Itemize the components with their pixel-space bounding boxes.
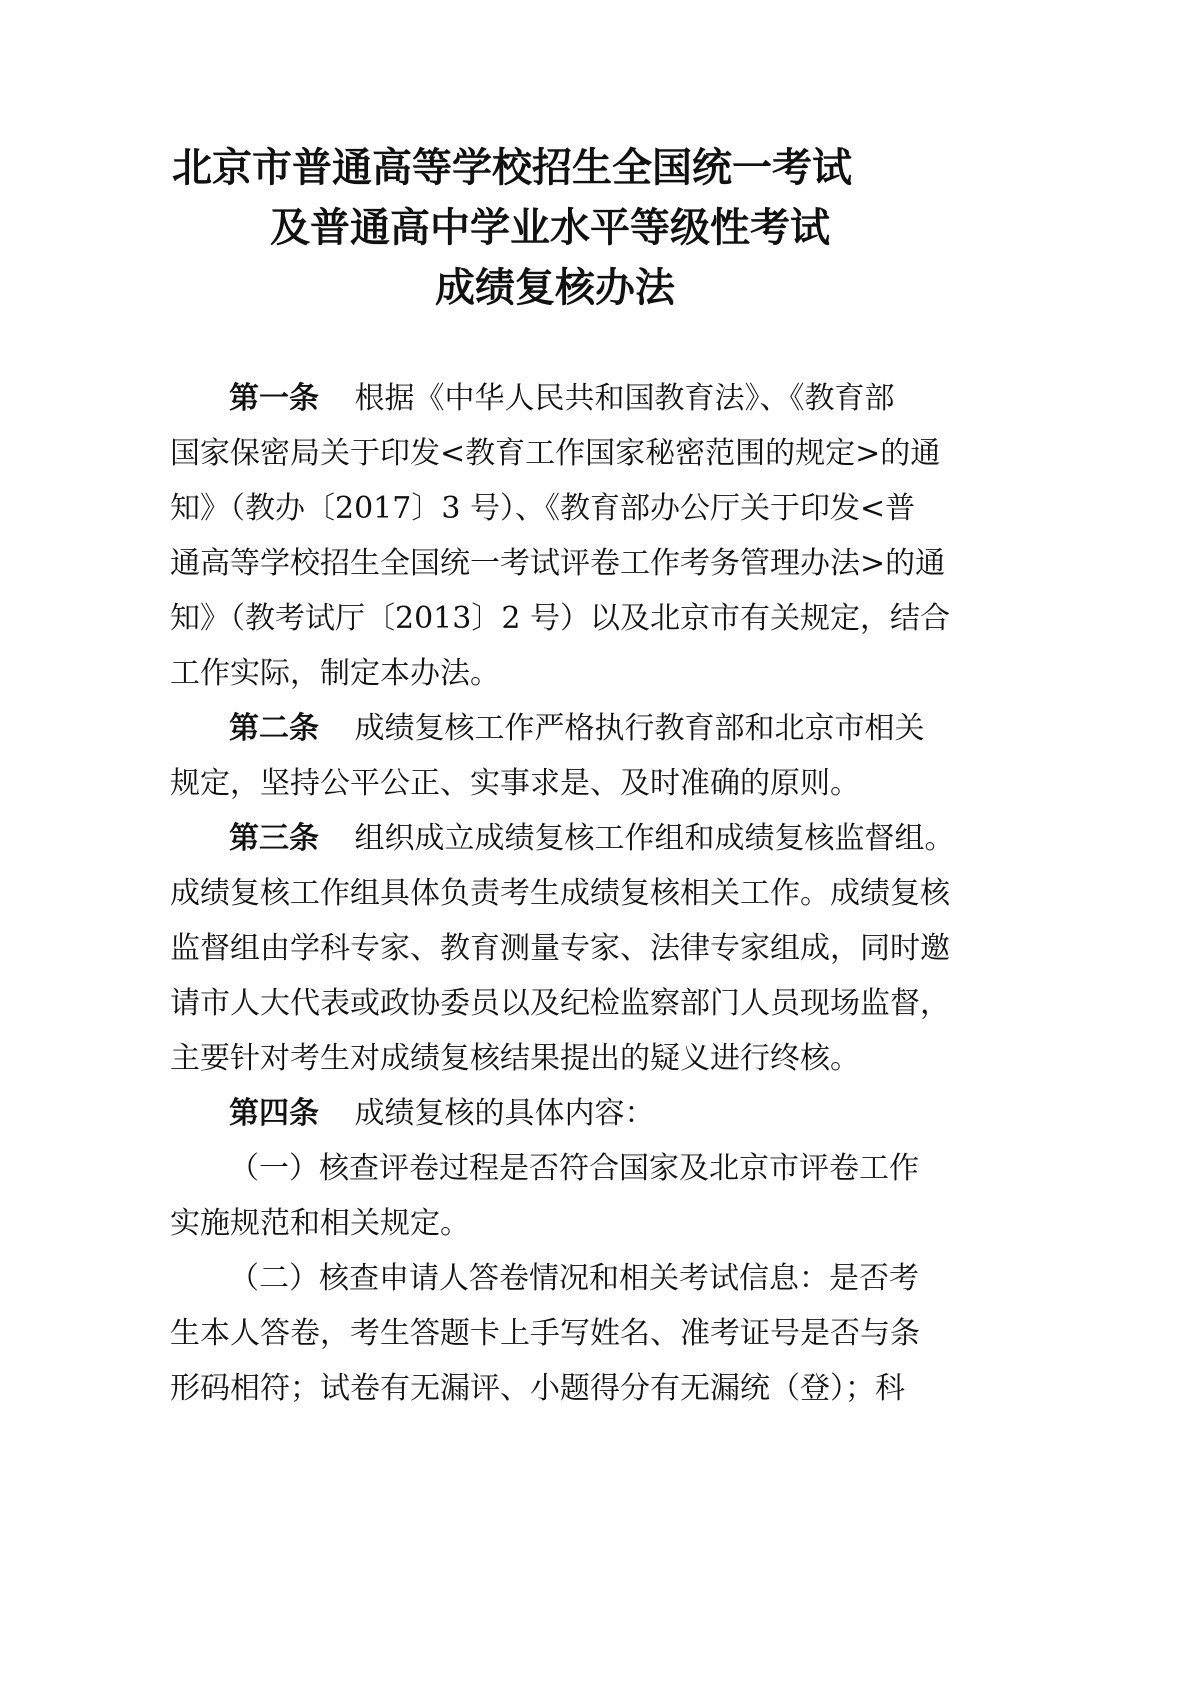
- document-title-line-3: 成绩复核办法: [435, 265, 675, 311]
- article-2-line: 规定，坚持公平公正、实事求是、及时准确的原则。: [170, 766, 860, 801]
- item-1-line: 实施规范和相关规定。: [170, 1206, 470, 1241]
- article-1-text: 根据《中华人民共和国教育法》、《教育部: [354, 381, 895, 416]
- item-2-line: 生本人答卷，考生答题卡上手写姓名、准考证号是否与条: [170, 1316, 920, 1351]
- article-1-label: 第一条: [229, 381, 319, 416]
- article-1-line: 国家保密局关于印发<教育工作国家秘密范围的规定>的通: [170, 436, 941, 471]
- article-3-line: 主要针对考生对成绩复核结果提出的疑义进行终核。: [170, 1041, 860, 1076]
- item-2-line: （二）核查申请人答卷情况和相关考试信息：是否考: [229, 1261, 919, 1296]
- document-title-line-1: 北京市普通高等学校招生全国统一考试: [172, 145, 852, 191]
- article-3-label: 第三条: [229, 821, 319, 856]
- article-2-label: 第二条: [229, 711, 319, 746]
- article-1-line: 知》（教考试厅〔2013〕2 号）以及北京市有关规定，结合: [170, 601, 950, 636]
- article-3-line: 请市人大代表或政协委员以及纪检监察部门人员现场监督，: [170, 986, 950, 1021]
- article-1-line: 通高等学校招生全国统一考试评卷工作考务管理办法>的通: [170, 546, 946, 581]
- article-4-label: 第四条: [229, 1096, 319, 1131]
- article-1-line: 工作实际，制定本办法。: [170, 656, 500, 691]
- article-2-text: 成绩复核工作严格执行教育部和北京市相关: [354, 711, 925, 746]
- article-4-first-line: [229, 1094, 655, 1134]
- article-2-first-line: [229, 709, 925, 749]
- item-2-line: 形码相符；试卷有无漏评、小题得分有无漏统（登）；科: [170, 1371, 905, 1406]
- item-1-line: （一）核查评卷过程是否符合国家及北京市评卷工作: [229, 1151, 919, 1186]
- article-4-text: 成绩复核的具体内容：: [354, 1096, 655, 1131]
- article-3-text: 组织成立成绩复核工作组和成绩复核监督组。: [354, 821, 955, 856]
- article-3-line: 成绩复核工作组具体负责考生成绩复核相关工作。成绩复核: [170, 876, 950, 911]
- article-1-first-line: [229, 379, 895, 419]
- article-3-line: 监督组由学科专家、教育测量专家、法律专家组成，同时邀: [170, 931, 950, 966]
- document-title-line-2: 及普通高中学业水平等级性考试: [270, 205, 830, 251]
- article-3-first-line: [229, 819, 955, 859]
- article-1-line: 知》（教办〔2017〕3 号）、《教育部办公厅关于印发<普: [170, 491, 916, 526]
